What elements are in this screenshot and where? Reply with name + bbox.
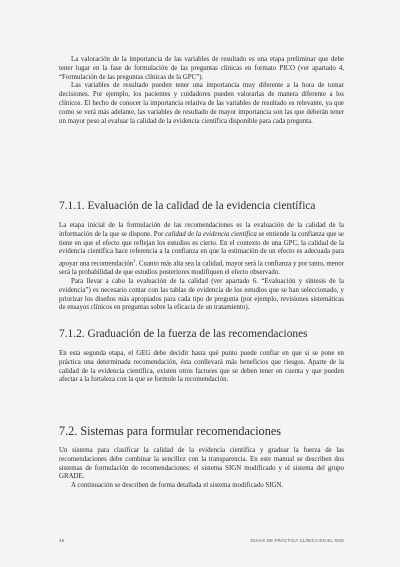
- paragraph-text: . Cuanto más alta sea la calidad, mayor será la confianza y por tanto, menor será la probabilidad de que estudios posteriores modifiquen el efecto observado.: [59, 260, 344, 277]
- footnote-ref: 1: [133, 258, 136, 264]
- paragraph: En esta segunda etapa, el GEG debe decidir hasta qué punto puede confiar en que si se pone en práctica una determinada recomendación, ésta conllevará más beneficios que riesgos. Aparte de la calidad de la evidencia científica, existen otros factores que se deben tener en cuenta y que pueden afectar a la fortaleza con la que se formule la recomendación.: [59, 350, 344, 384]
- emphasis-term: calidad de la evidencia científica: [165, 230, 257, 238]
- paragraph: Para llevar a cabo la evaluación de la calidad (ver apartado 6. “Evaluación y síntesis de la evidencia”) es necesario contar con las tablas de evidencia de los estudios que se han seleccionado, y priorizar los diseños más apropiados para cada tipo de pregunta (por ejemplo, revisiones sistemáticas de ensayos clínicos en preguntas sobre la eficacia de un tratamiento).: [59, 278, 344, 312]
- section-7-1-2-body: [59, 350, 344, 385]
- paragraph-text: se entiende la confianza que se tiene en que el efecto que reflejan los estudios es cierto. En el contexto de una GPC, la calidad de la evidencia científica hace referencia a la confianza en que la estimación de un efecto es adecuada para apoyar una recomendación: [59, 230, 344, 268]
- series-title: GUÍAS DE PRÁCTICA CLÍNICA EN EL SNS: [250, 538, 344, 543]
- paragraph: A continuación se describen de forma detallada el sistema modificado SIGN.: [71, 482, 284, 490]
- section-intro: [59, 56, 344, 126]
- page-number: 46: [59, 538, 65, 543]
- paragraph: Un sistema para clasificar la calidad de la evidencia científica y graduar la fuerza de las recomendaciones debe combinar la sencillez con la transparencia. En este manual se describen dos sistemas de formulación de recomendaciones: el sistema SIGN modificado y el sistema del grupo GRADE.: [59, 447, 344, 481]
- section-7-2-body: [59, 447, 344, 491]
- section-7-1-1-body: [59, 222, 344, 313]
- paragraph: Las variables de resultado pueden tener una importancia muy diferente a la hora de tomar decisiones. Por ejemplo, los pacientes y cuidadores pueden valorarlas de manera diferente a los clínicos. El hecho de conocer la importancia relativa de las variables de resultado es relevante, ya que como se verá más adelante, las variables de resultado de mayor importancia son las que deberán tener un mayor peso al evaluar la calidad de la evidencia científica disponible para cada pregunta.: [59, 82, 344, 125]
- paragraph: [59, 222, 344, 278]
- section-heading-7-1-1: 7.1.1. Evaluación de la calidad de la evidencia científica: [59, 200, 316, 212]
- paragraph: La valoración de la importancia de las variables de resultado es una etapa preliminar que debe tener lugar en la fase de formulación de las preguntas clínicas en formato PICO (ver apartado 4, “Formulación de las preguntas clínicas de la GPC”).: [59, 56, 344, 81]
- section-heading-7-1-2: 7.1.2. Graduación de la fuerza de las recomendaciones: [59, 328, 308, 340]
- paragraph-text: La etapa inicial de la formulación de las recomendaciones es la evaluación de la calidad de la información de la que se dispone. Por: [59, 222, 344, 238]
- section-heading-7-2: 7.2. Sistemas para formular recomendaciones: [59, 424, 282, 438]
